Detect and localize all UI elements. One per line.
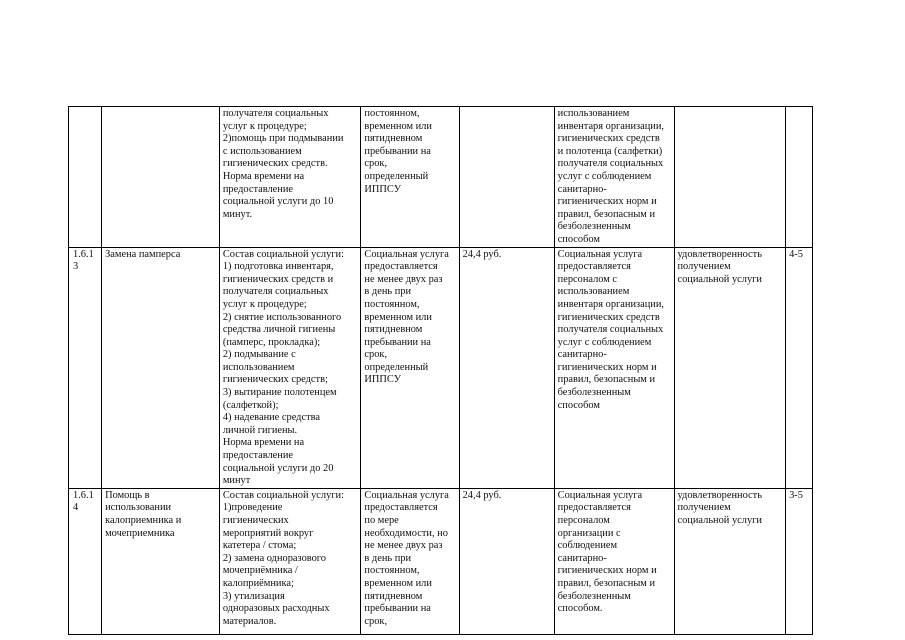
cell-text: 1.6.1 3 xyxy=(73,248,94,273)
service-name-cell xyxy=(102,247,220,488)
cell-text-line: гигиенических средств xyxy=(557,133,660,145)
service-standard-cell xyxy=(554,107,674,248)
cell-text-line: получением xyxy=(677,502,731,514)
cell-text-line: социальной услуги до 10 xyxy=(222,196,334,208)
cell-text-line: услуг с соблюдением xyxy=(557,336,652,348)
cell-text-line: гигиенических средств и xyxy=(222,273,334,285)
cell-text-line: (салфеткой); xyxy=(222,399,279,411)
table-row xyxy=(69,488,813,634)
cell-text-line: необходимости, но xyxy=(364,527,448,539)
cell-text-line: получателя социальных xyxy=(222,286,329,298)
cell-text-line: не менее двух раз xyxy=(364,540,443,552)
cell-text-line: социальной услуги xyxy=(677,515,762,526)
cell-text-line: способом. xyxy=(557,603,603,615)
cell-text-line: гигиенических норм и xyxy=(557,196,657,208)
cell-text-line: предоставляется xyxy=(364,261,438,273)
cell-text-line: получателя социальных xyxy=(557,158,664,170)
service-conditions-cell xyxy=(361,107,459,248)
cell-text-line: удовлетворенность xyxy=(677,248,762,260)
cell-text-line: Норма времени на xyxy=(222,170,305,182)
cell-text-line: ИППСУ xyxy=(364,183,402,195)
cell-text: 24,4 руб. xyxy=(462,489,502,501)
cell-text-line: в день при xyxy=(364,552,412,564)
service-conditions-cell xyxy=(361,247,459,488)
cell-text-line: инвентаря организации, xyxy=(557,120,665,132)
cell-text-line: пятидневном xyxy=(364,324,423,336)
service-name-cell xyxy=(102,488,220,634)
cell-text-line: по мере xyxy=(364,515,399,526)
service-price-cell xyxy=(459,107,554,248)
cell-text-line: способом xyxy=(557,233,600,245)
cell-text-line: (памперс, прокладка); xyxy=(222,336,321,348)
cell-text-line: санитарно- xyxy=(557,552,607,564)
services-table xyxy=(68,106,813,635)
cell-text-line: пребывании на xyxy=(364,145,431,157)
service-standard-cell xyxy=(554,488,674,634)
cell-text-line: минут. xyxy=(222,208,253,220)
service-conditions-cell xyxy=(361,488,459,634)
cell-text-line: 2) снятие использованного xyxy=(222,311,342,323)
cell-text-line: 2)помощь при подмывании xyxy=(222,133,344,145)
cell-text-line: предоставляется xyxy=(557,261,631,273)
service-score-cell xyxy=(786,488,813,634)
cell-text-line: гигиенических xyxy=(222,515,289,526)
cell-text-line: 2) замена одноразового xyxy=(222,552,326,564)
cell-text-line: правил, безопасным и xyxy=(557,374,656,386)
cell-text-line: средства личной гигиены xyxy=(222,324,336,336)
cell-text-line: в день при xyxy=(364,286,412,298)
cell-text-line: и полотенца (салфетки) xyxy=(557,145,663,157)
cell-text-line: безболезненным xyxy=(557,590,631,602)
cell-text-line: социальной услуги до 20 xyxy=(222,462,334,474)
cell-text-line: пребывании на xyxy=(364,603,431,615)
cell-text-line: 2) подмывание с xyxy=(222,349,296,361)
cell-text-line: пятидневном xyxy=(364,590,423,602)
cell-text-line: временном или xyxy=(364,311,432,323)
cell-text-line: постоянном, xyxy=(364,298,420,310)
cell-text-line: ИППСУ xyxy=(364,374,402,386)
cell-text-line: мероприятий вокруг xyxy=(222,527,314,539)
service-indicator-cell xyxy=(674,247,786,488)
service-indicator-cell xyxy=(674,488,786,634)
cell-text-line: определенный xyxy=(364,361,429,373)
cell-text-line: постоянном, xyxy=(364,108,420,119)
service-number-cell xyxy=(69,247,102,488)
cell-text-line: предоставляется xyxy=(364,502,438,514)
cell-text-line: минут xyxy=(222,475,251,487)
service-score-cell xyxy=(786,107,813,248)
cell-text-line: организации с xyxy=(557,527,621,539)
cell-text-line: удовлетворенность xyxy=(677,489,762,501)
cell-text-line: Состав социальной услуги: xyxy=(222,489,345,501)
cell-text: 3-5 xyxy=(789,489,803,501)
service-composition-cell xyxy=(219,107,361,248)
cell-text-line: гигиенических норм и xyxy=(557,361,657,373)
cell-text-line: предоставление xyxy=(222,183,294,195)
cell-text: 24,4 руб. xyxy=(462,248,502,260)
cell-text-line: пребывании на xyxy=(364,336,431,348)
cell-text-line: Социальная услуга xyxy=(364,489,449,501)
cell-text-line: санитарно- xyxy=(557,183,607,195)
cell-text-line: материалов. xyxy=(222,615,277,627)
cell-text-line: 1) подготовка инвентаря, xyxy=(222,261,334,273)
cell-text-line: Состав социальной услуги: xyxy=(222,248,345,260)
cell-text-line: получателя социальных xyxy=(222,108,329,119)
cell-text-line: персоналом с xyxy=(557,273,618,285)
cell-text-line: катетера / стома; xyxy=(222,540,297,552)
cell-text-line: 3) утилизация xyxy=(222,590,285,602)
cell-text-line: Социальная услуга xyxy=(364,248,449,260)
cell-text-line: одноразовых расходных xyxy=(222,603,330,615)
cell-text-line: правил, безопасным и xyxy=(557,577,656,589)
service-score-cell xyxy=(786,247,813,488)
cell-text-line: пятидневном xyxy=(364,133,423,145)
cell-text-line: 1)проведение xyxy=(222,502,283,514)
cell-text-line: определенный xyxy=(364,170,429,182)
service-indicator-cell xyxy=(674,107,786,248)
cell-text-line: социальной услуги xyxy=(677,273,762,285)
cell-text-line: срок, xyxy=(364,158,388,170)
cell-text-line: гигиенических средств; xyxy=(222,374,328,386)
cell-text-line: Социальная услуга xyxy=(557,248,643,260)
cell-text-line: гигиенических средств xyxy=(557,311,660,323)
service-standard-cell xyxy=(554,247,674,488)
cell-text-line: безболезненным xyxy=(557,221,631,233)
table-row xyxy=(69,107,813,248)
cell-text-line: правил, безопасным и xyxy=(557,208,656,220)
cell-text-line: мочеприёмника / xyxy=(222,565,298,577)
service-price-cell xyxy=(459,488,554,634)
cell-text-line: использованием xyxy=(557,108,630,119)
cell-text-line: Социальная услуга xyxy=(557,489,643,501)
service-composition-cell xyxy=(219,488,361,634)
cell-text-line: временном или xyxy=(364,577,432,589)
cell-text: 1.6.1 4 xyxy=(73,489,94,514)
cell-text-line: не менее двух раз xyxy=(364,273,443,285)
cell-text: 4-5 xyxy=(789,248,803,260)
cell-text-line: личной гигиены. xyxy=(222,424,298,436)
table-row xyxy=(69,247,813,488)
cell-text-line: санитарно- xyxy=(557,349,607,361)
cell-text: Помощь в использовании калоприемника и мочеприемника xyxy=(105,489,182,539)
cell-text-line: услуг к процедуре; xyxy=(222,298,307,310)
cell-text-line: временном или xyxy=(364,120,432,132)
cell-text-line: использованием xyxy=(222,361,295,373)
cell-text-line: 4) надевание средства xyxy=(222,412,320,424)
cell-text-line: предоставляется xyxy=(557,502,631,514)
cell-text-line: 3) вытирание полотенцем xyxy=(222,387,337,399)
cell-text-line: использованием xyxy=(557,286,630,298)
cell-text-line: инвентаря организации, xyxy=(557,298,665,310)
cell-text-line: соблюдением xyxy=(557,540,618,552)
cell-text-line: постоянном, xyxy=(364,565,420,577)
cell-text-line: услуг к процедуре; xyxy=(222,120,307,132)
cell-text-line: гигиенических средств. xyxy=(222,158,328,170)
cell-text-line: гигиенических норм и xyxy=(557,565,657,577)
service-name-cell xyxy=(102,107,220,248)
cell-text-line: срок, xyxy=(364,349,388,361)
cell-text-line: получателя социальных xyxy=(557,324,664,336)
cell-text-line: получением xyxy=(677,261,731,273)
service-number-cell xyxy=(69,107,102,248)
cell-text-line: срок, xyxy=(364,615,388,627)
cell-text-line: с использованием xyxy=(222,145,302,157)
service-price-cell xyxy=(459,247,554,488)
cell-text-line: персоналом xyxy=(557,515,610,526)
cell-text-line: безболезненным xyxy=(557,387,631,399)
cell-text-line: услуг с соблюдением xyxy=(557,170,652,182)
cell-text-line: калоприёмника; xyxy=(222,577,294,589)
cell-text-line: способом xyxy=(557,399,600,411)
cell-text-line: Норма времени на xyxy=(222,437,305,449)
cell-text: Замена памперса xyxy=(105,248,181,260)
cell-text-line: предоставление xyxy=(222,450,294,462)
service-number-cell xyxy=(69,488,102,634)
service-composition-cell xyxy=(219,247,361,488)
